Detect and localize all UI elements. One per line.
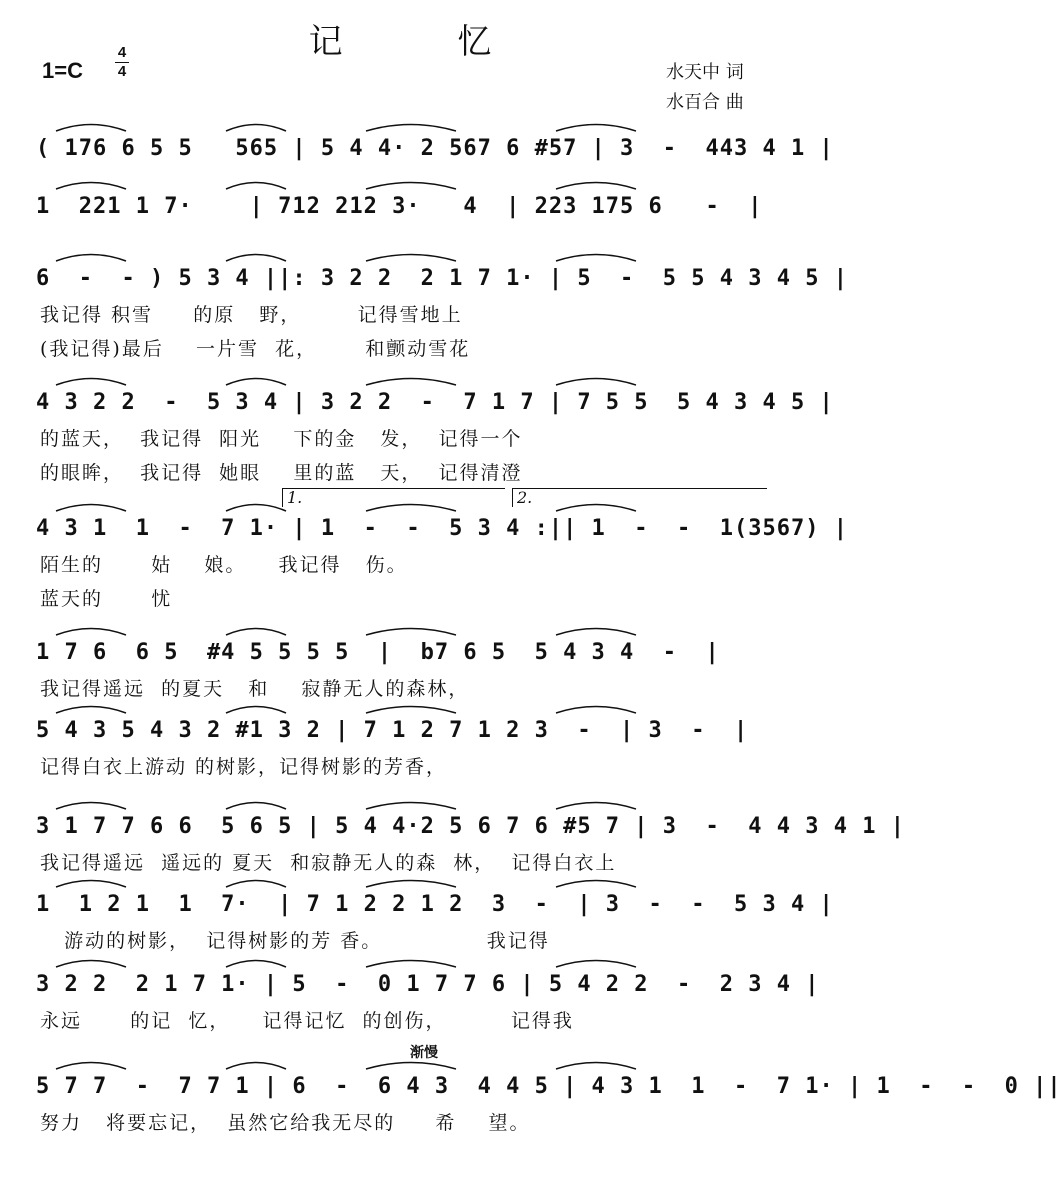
slur [366,803,456,810]
lyric-line: 我记得遥远 遥远的 夏天 和寂静无人的森 林， 记得白衣上 [40,852,617,874]
slur [226,803,286,810]
slur [226,255,286,262]
slur [56,183,126,190]
slur [366,255,456,262]
slur-marks [36,874,776,888]
slur [226,379,286,386]
second-ending: 2. [512,488,767,507]
lyric-line: 我记得遥远 的夏天 和 寂静无人的森林， [40,678,470,700]
slur [556,707,636,714]
notation-line: 5 4 3 5 4 3 2 #1 3 2 | 7 1 2 7 1 2 3 - | 3 - | [36,714,776,748]
lyric-line: 努力 将要忘记， 虽然它给我无尽的 希 望。 [40,1112,531,1134]
slur [556,629,636,636]
slur-marks [36,622,776,636]
notation-line: 6 - - ) 5 3 4 ||: 3 2 2 2 1 7 1· | 5 - 5 5 4 3 4 5 | [36,262,776,296]
notation-line: 3 2 2 2 1 7 1· | 5 - 0 1 7 7 6 | 5 4 2 2 - 2 3 4 | [36,968,776,1002]
slur [56,707,126,714]
slur [366,707,456,714]
tempo-mark: 渐慢 [410,1045,438,1061]
slur [556,255,636,262]
slur [556,125,636,132]
slur [556,183,636,190]
notation-line: 4 3 2 2 - 5 3 4 | 3 2 2 - 7 1 7 | 7 5 5 5 4 3 4 5 | [36,386,776,420]
slur [56,881,126,888]
lyric-line: 游动的树影， 记得树影的芳 香。 我记得 [40,930,550,952]
slur [56,961,126,968]
slur [226,125,286,132]
slur [226,881,286,888]
lyric-line: 我记得 积雪 的原 野， 记得雪地上 [40,304,463,326]
slur [56,379,126,386]
notation-line: 1 1 2 1 1 7· | 7 1 2 2 1 2 3 - | 3 - - 5 3 4 | [36,888,776,922]
notation-line: 4 3 1 1 - 7 1· | 1 - - 5 3 4 :|| 1 - - 1(3567) | [36,512,776,546]
notation-line: 3 1 7 7 6 6 5 6 5 | 5 4 4·2 5 6 7 6 #5 7 | 3 - 4 4 3 4 1 | [36,810,776,844]
lyric-line: 永远 的记 忆， 记得记忆 的创伤， 记得我 [40,1010,574,1032]
slur [56,125,126,132]
slur [226,505,286,512]
slur-marks [36,176,776,190]
lyric-line: 记得白衣上游动 的树影，记得树影的芳香， [40,756,448,778]
slur-marks [36,700,776,714]
lyric-line: (我记得)最后 一片雪 花， 和颤动雪花 [40,338,471,360]
slur [556,379,636,386]
slur-marks [36,248,776,262]
lyric-line: 蓝天的 忧 [40,588,173,610]
meter-bottom: 4 [117,63,127,80]
key-signature: 1=C [42,58,83,83]
slur [366,379,456,386]
slur-marks [36,796,776,810]
slur [56,803,126,810]
slur [556,1063,636,1070]
slur-marks [36,1056,776,1070]
slur [366,125,456,132]
slur [366,1063,456,1070]
slur [56,629,126,636]
slur [226,961,286,968]
slur-marks [36,372,776,386]
slur [556,881,636,888]
slur [226,707,286,714]
lyric-line: 陌生的 姑 娘。 我记得 伤。 [40,554,408,576]
slur [56,505,126,512]
slur [56,1063,126,1070]
slur [226,629,286,636]
slur [366,183,456,190]
lyric-line: 的蓝天， 我记得 阳光 下的金 发， 记得一个 [40,428,523,450]
slur-marks [36,118,776,132]
slur [556,961,636,968]
slur [56,255,126,262]
notation-line: ( 176 6 5 5 565 | 5 4 4· 2 567 6 #57 | 3 - 443 4 1 | [36,132,776,166]
slur [366,629,456,636]
time-signature [114,44,130,81]
lyricist-credit: 水天中 词 [666,62,744,83]
composer-credit: 水百合 曲 [666,92,744,113]
first-ending: 1. [282,488,505,507]
slur [366,881,456,888]
slur-marks [36,954,776,968]
notation-line: 5 7 7 - 7 7 1 | 6 - 6 4 3 4 4 5 | 4 3 1 1 - 7 1· | 1 - - 0 || [36,1070,776,1104]
slur [556,803,636,810]
notation-line: 1 221 1 7· | 712 212 3· 4 | 223 175 6 - | [36,190,776,224]
notation-line: 1 7 6 6 5 #4 5 5 5 5 | b7 6 5 5 4 3 4 - | [36,636,776,670]
slur [226,183,286,190]
lyric-line: 的眼眸， 我记得 她眼 里的蓝 天， 记得清澄 [40,462,523,484]
meter-top: 4 [117,44,127,61]
slur [366,961,456,968]
song-title: 记 忆 [308,22,544,62]
slur [226,1063,286,1070]
